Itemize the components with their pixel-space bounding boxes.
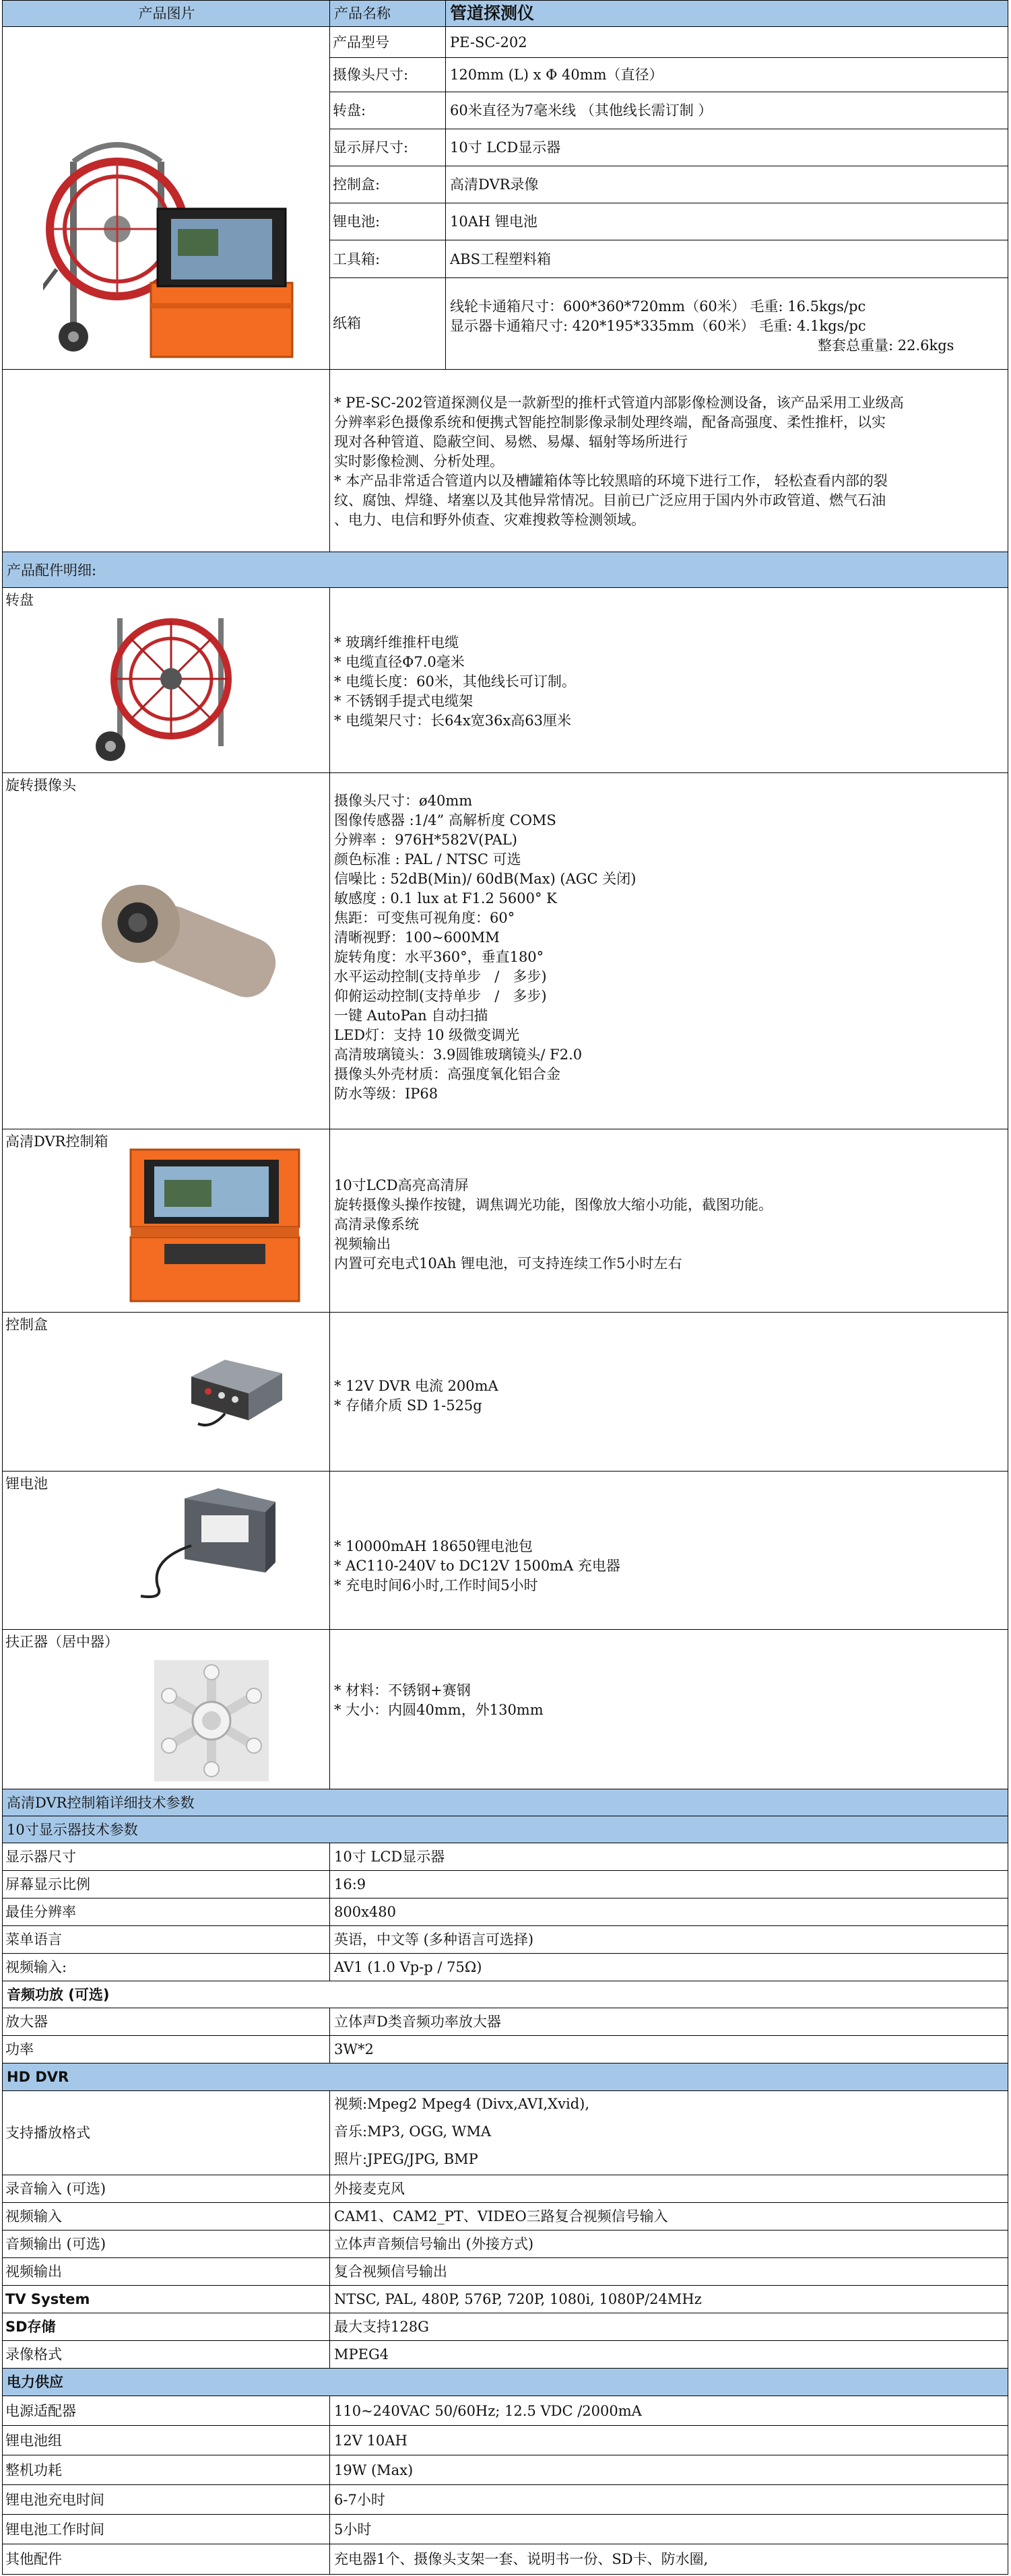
param-label-cell bbox=[2, 2484, 330, 2515]
accessory-text: * 10000mAH 18650锂电池包 * AC110-240V to DC12V 1500mA 充电器 * 充电时间6小时,工作时间5小时 bbox=[334, 1538, 620, 1593]
header-product-image-cell bbox=[2, 0, 330, 27]
param-value: 110~240VAC 50/60Hz; 12.5 VDC /2000mA bbox=[334, 2403, 642, 2419]
carton-line-2: 显示器卡通箱尺寸: 420*195*335mm（60米） 毛重: 4.1kgs/pc bbox=[450, 318, 866, 334]
param-value-cell bbox=[329, 2202, 1008, 2231]
product-name-cell bbox=[445, 0, 1008, 27]
spec-value: 120mm (L) x Φ 40mm（直径） bbox=[450, 67, 663, 83]
param-label: 电源适配器 bbox=[5, 2403, 76, 2419]
accessory-name: 控制盒 bbox=[5, 1317, 48, 1333]
spec-label: 摄像头尺寸: bbox=[333, 67, 409, 83]
param-value: NTSC, PAL, 480P, 576P, 720P, 1080i, 1080P/24MHz bbox=[334, 2291, 702, 2307]
accessory-text-cell-controller bbox=[329, 1312, 1008, 1472]
spec-value-cell-3 bbox=[445, 129, 1008, 166]
param-label-cell bbox=[2, 2230, 330, 2258]
param-value-cell bbox=[329, 2008, 1008, 2036]
play-format-audio: 音乐:MP3, OGG, WMA bbox=[334, 2123, 492, 2140]
param-value-cell bbox=[329, 2455, 1008, 2485]
spec-value-cell-4 bbox=[445, 166, 1008, 203]
param-label: 最佳分辨率 bbox=[5, 1904, 76, 1920]
cable-reel-image bbox=[84, 605, 259, 766]
param-value: 19W (Max) bbox=[334, 2462, 414, 2478]
spec-label-cell-1 bbox=[329, 57, 446, 92]
param-value: 复合视频信号输出 bbox=[334, 2264, 447, 2280]
param-label-cell bbox=[2, 2313, 330, 2341]
header-product-name: 产品名称 bbox=[334, 5, 391, 22]
power-section-header bbox=[2, 2368, 1008, 2396]
spec-value: 60米直径为7毫米线 （其他线长需订制 ） bbox=[450, 102, 713, 119]
accessories-title: 产品配件明细: bbox=[7, 562, 97, 579]
param-label: 锂电池工作时间 bbox=[5, 2521, 104, 2538]
param-value: 10寸 LCD显示器 bbox=[334, 1849, 445, 1865]
param-value-cell bbox=[329, 2544, 1008, 2575]
param-value-cell bbox=[329, 1953, 1008, 1981]
param-value: 充电器1个、摄像头支架一套、说明书一份、SD卡、防水圈, bbox=[334, 2551, 709, 2567]
play-format-photo: 照片:JPEG/JPG, BMP bbox=[334, 2151, 478, 2167]
param-value: 800x480 bbox=[334, 1904, 397, 1920]
audio-section-title: 音频功放 (可选) bbox=[7, 1987, 110, 2003]
accessory-text: 10寸LCD高亮高清屏 旋转摄像头操作按键，调焦调光功能，图像放大缩小功能，截图功能。 高清录像系统 视频输出 内置可充电式10Ah 锂电池，可支持连续工作5小时左右 bbox=[334, 1177, 773, 1272]
carton-label-cell bbox=[329, 277, 446, 370]
param-label: 录音输入 (可选) bbox=[5, 2181, 106, 2197]
param-label-cell bbox=[2, 2285, 330, 2313]
display-params-title: 10寸显示器技术参数 bbox=[7, 1822, 138, 1838]
spec-value-cell-1 bbox=[445, 57, 1008, 92]
param-label-cell bbox=[2, 2340, 330, 2369]
header-product-name-cell bbox=[329, 0, 446, 27]
spec-label-cell-0 bbox=[329, 26, 446, 58]
params-header bbox=[2, 1789, 1008, 1816]
accessory-name: 高清DVR控制箱 bbox=[5, 1133, 108, 1150]
param-label-cell bbox=[2, 2175, 330, 2203]
param-label: SD存储 bbox=[5, 2319, 56, 2335]
param-value: 立体声D类音频功率放大器 bbox=[334, 2014, 501, 2030]
param-label-cell bbox=[2, 2544, 330, 2575]
spec-label-cell-2 bbox=[329, 92, 446, 129]
param-value: 3W*2 bbox=[334, 2041, 374, 2057]
param-value-cell bbox=[329, 2514, 1008, 2544]
param-value-cell bbox=[329, 1925, 1008, 1954]
param-value-cell bbox=[329, 2425, 1008, 2455]
spec-label-cell-4 bbox=[329, 166, 446, 203]
param-label: 屏幕显示比例 bbox=[5, 1876, 90, 1892]
param-label-cell bbox=[2, 2396, 330, 2426]
param-label: 视频输入: bbox=[5, 1959, 67, 1975]
spec-value: 高清DVR录像 bbox=[450, 176, 539, 193]
accessories-header bbox=[2, 552, 1008, 588]
accessory-image-cell-battery bbox=[2, 1471, 330, 1630]
param-label: TV System bbox=[5, 2291, 90, 2307]
carton-line-1: 线轮卡通箱尺寸：600*360*720mm（60米） 毛重: 16.5kgs/pc bbox=[450, 298, 866, 315]
spec-value: PE-SC-202 bbox=[450, 34, 527, 51]
param-label: 整机功耗 bbox=[5, 2462, 62, 2478]
param-label: 其他配件 bbox=[5, 2551, 62, 2567]
param-value: 英语，中文等 (多种语言可选择) bbox=[334, 1931, 534, 1948]
accessory-text: * 12V DVR 电流 200mA * 存储介质 SD 1-525g bbox=[334, 1378, 498, 1414]
param-value-cell bbox=[329, 2396, 1008, 2426]
display-params-header bbox=[2, 1816, 1008, 1843]
param-label-cell bbox=[2, 1925, 330, 1954]
description-cell bbox=[329, 369, 1008, 552]
param-value-cell bbox=[329, 2313, 1008, 2341]
param-value: 5小时 bbox=[334, 2521, 372, 2538]
param-label: 音频输出 (可选) bbox=[5, 2236, 106, 2252]
param-label-cell bbox=[2, 2425, 330, 2455]
param-label: 显示器尺寸 bbox=[5, 1849, 76, 1865]
param-value-cell bbox=[329, 2340, 1008, 2369]
spec-label: 锂电池: bbox=[333, 213, 381, 230]
accessory-text: * 材料：不锈钢+赛钢 * 大小：内圆40mm，外130mm bbox=[334, 1682, 544, 1718]
spec-value-cell-0 bbox=[445, 26, 1008, 58]
accessory-image-cell-camera bbox=[2, 772, 330, 1129]
param-label-cell bbox=[2, 1953, 330, 1981]
spec-value-cell-5 bbox=[445, 203, 1008, 240]
spec-label: 产品型号 bbox=[333, 34, 389, 51]
accessory-image-cell-reel bbox=[2, 587, 330, 773]
param-value-cell bbox=[329, 2257, 1008, 2286]
param-label-cell bbox=[2, 2257, 330, 2286]
param-label: 视频输出 bbox=[5, 2264, 62, 2280]
param-value: 外接麦克风 bbox=[334, 2181, 405, 2197]
param-value-cell bbox=[329, 2035, 1008, 2063]
param-value: 最大支持128G bbox=[334, 2319, 429, 2335]
accessory-text-cell-battery bbox=[329, 1471, 1008, 1630]
param-value: CAM1、CAM2_PT、VIDEO三路复合视频信号输入 bbox=[334, 2208, 668, 2224]
accessory-text-cell-dvr bbox=[329, 1129, 1008, 1313]
param-value-cell bbox=[329, 1870, 1008, 1898]
play-format-label-cell bbox=[2, 2090, 330, 2175]
accessory-image-cell-controller bbox=[2, 1312, 330, 1472]
accessory-name: 旋转摄像头 bbox=[5, 777, 76, 793]
accessory-name: 锂电池 bbox=[5, 1476, 48, 1492]
param-label-cell bbox=[2, 2514, 330, 2544]
accessory-name: 扶正器（居中器） bbox=[5, 1634, 119, 1650]
product-description: * PE-SC-202管道探测仪是一款新型的推杆式管道内部影像检测设备，该产品采用工业级高 分辨率彩色摄像系统和便携式智能控制影像录制处理终端，配备高强度、柔性推杆，以实 现对各种管道、隐蔽空间、易燃、易爆、辐射等场所进行 实时影像检测、分析处理。 * 本产品非常适合管道内以及槽罐箱体等比较黑暗的环境下进行工作， 轻松查看内部的裂 纹、腐蚀、焊缝、堵塞以及其他异常情况。目前已广泛应用于国内外市政管道、燃气石油 、电力、电信和野外侦查、灾难搜救等检测领域。 bbox=[334, 395, 904, 528]
carton-label: 纸箱 bbox=[333, 315, 361, 331]
accessory-text-cell-reel bbox=[329, 587, 1008, 773]
param-value: 立体声音频信号输出 (外接方式) bbox=[334, 2236, 534, 2252]
play-format-value-cell bbox=[329, 2090, 1008, 2175]
param-label: 功率 bbox=[5, 2041, 34, 2057]
dvr-section-header bbox=[2, 2063, 1008, 2091]
audio-section-header bbox=[2, 1981, 1008, 2008]
play-format-video: 视频:Mpeg2 Mpeg4 (Divx,AVI,Xvid), bbox=[334, 2096, 590, 2112]
header-product-image: 产品图片 bbox=[138, 5, 195, 22]
controller-box-image bbox=[185, 1350, 286, 1430]
rotating-camera-image bbox=[84, 874, 286, 1009]
spec-label: 控制盒: bbox=[333, 176, 381, 193]
play-format-label: 支持播放格式 bbox=[5, 2125, 90, 2141]
accessory-text: * 玻璃纤维推杆电缆 * 电缆直径Φ7.0毫米 * 电缆长度：60米，其他线长可订制。 * 不锈钢手提式电缆架 * 电缆架尺寸：长64x宽36x高63厘米 bbox=[334, 634, 576, 729]
param-label-cell bbox=[2, 1898, 330, 1926]
param-value: MPEG4 bbox=[334, 2346, 389, 2363]
param-value-cell bbox=[329, 2285, 1008, 2313]
spec-value-cell-2 bbox=[445, 92, 1008, 129]
param-value: 6-7小时 bbox=[334, 2492, 385, 2508]
param-value-cell bbox=[329, 2230, 1008, 2258]
param-value-cell bbox=[329, 1843, 1008, 1871]
params-title: 高清DVR控制箱详细技术参数 bbox=[7, 1795, 195, 1811]
dvr-control-box-image bbox=[124, 1143, 306, 1308]
param-value-cell bbox=[329, 1898, 1008, 1926]
carton-value-cell bbox=[445, 277, 1008, 370]
product-image-cell bbox=[2, 26, 330, 370]
accessory-name: 转盘 bbox=[5, 592, 34, 608]
power-section-title: 电力供应 bbox=[7, 2374, 63, 2390]
pipe-inspection-kit-image bbox=[43, 135, 299, 364]
param-value-cell bbox=[329, 2175, 1008, 2203]
accessory-text: 摄像头尺寸：ø40mm 图像传感器 :1/4” 高解析度 COMS 分辨率 : 976H*582V(PAL) 颜色标准 : PAL / NTSC 可选 信噪比 : 52dB(Min)/ 60dB(Max) (AGC 关闭) 敏感度 : 0.1 lux at F1.2 5600° K 焦距：可变焦可视角度：60° 清晰视野：100~600MM 旋转角度：水平360°，垂直180° 水平运动控制(支持单步 / 多步) 仰俯运动控制(支持单步 / 多步) 一键 AutoPan 自动扫描 LED灯：支持 10 级微变调光 高清玻璃镜头：3.9圆锥玻璃镜头/ F2.0 摄像头外壳材质：高强度氧化铝合金 防水等级：IP68 bbox=[334, 793, 637, 1102]
param-label: 菜单语言 bbox=[5, 1931, 62, 1948]
param-label-cell bbox=[2, 1843, 330, 1871]
param-label-cell bbox=[2, 2035, 330, 2063]
param-label: 锂电池充电时间 bbox=[5, 2492, 104, 2508]
param-label-cell bbox=[2, 2455, 330, 2485]
product-name: 管道探测仪 bbox=[450, 3, 535, 23]
dvr-section-title: HD DVR bbox=[7, 2069, 69, 2085]
param-label: 放大器 bbox=[5, 2014, 48, 2030]
spec-value: ABS工程塑料箱 bbox=[450, 251, 551, 267]
spec-label: 转盘: bbox=[333, 102, 366, 119]
param-value: 16:9 bbox=[334, 1876, 366, 1892]
param-value-cell bbox=[329, 2484, 1008, 2515]
description-left-cell bbox=[2, 369, 330, 552]
param-label: 视频输入 bbox=[5, 2208, 62, 2224]
spec-label-cell-5 bbox=[329, 203, 446, 240]
spec-label: 工具箱: bbox=[333, 251, 381, 267]
spec-value: 10寸 LCD显示器 bbox=[450, 139, 561, 156]
accessory-text-cell-centralizer bbox=[329, 1629, 1008, 1789]
param-label: 录像格式 bbox=[5, 2346, 62, 2363]
param-label-cell bbox=[2, 1870, 330, 1898]
accessory-image-cell-dvr bbox=[2, 1129, 330, 1313]
param-label: 锂电池组 bbox=[5, 2433, 62, 2449]
param-label-cell bbox=[2, 2008, 330, 2036]
param-value: 12V 10AH bbox=[334, 2433, 407, 2449]
param-label-cell bbox=[2, 2202, 330, 2231]
spec-value-cell-6 bbox=[445, 240, 1008, 278]
battery-pack-image bbox=[137, 1485, 279, 1606]
spec-label-cell-3 bbox=[329, 129, 446, 166]
carton-line-3: 整套总重量: 22.6kgs bbox=[818, 337, 954, 354]
spec-value: 10AH 锂电池 bbox=[450, 213, 537, 230]
accessory-image-cell-centralizer bbox=[2, 1629, 330, 1789]
accessory-text-cell-camera bbox=[329, 772, 1008, 1129]
param-value: AV1 (1.0 Vp-p / 75Ω) bbox=[334, 1959, 482, 1975]
spec-label: 显示屏尺寸: bbox=[333, 139, 409, 156]
centralizer-image bbox=[154, 1660, 269, 1781]
spec-label-cell-6 bbox=[329, 240, 446, 278]
